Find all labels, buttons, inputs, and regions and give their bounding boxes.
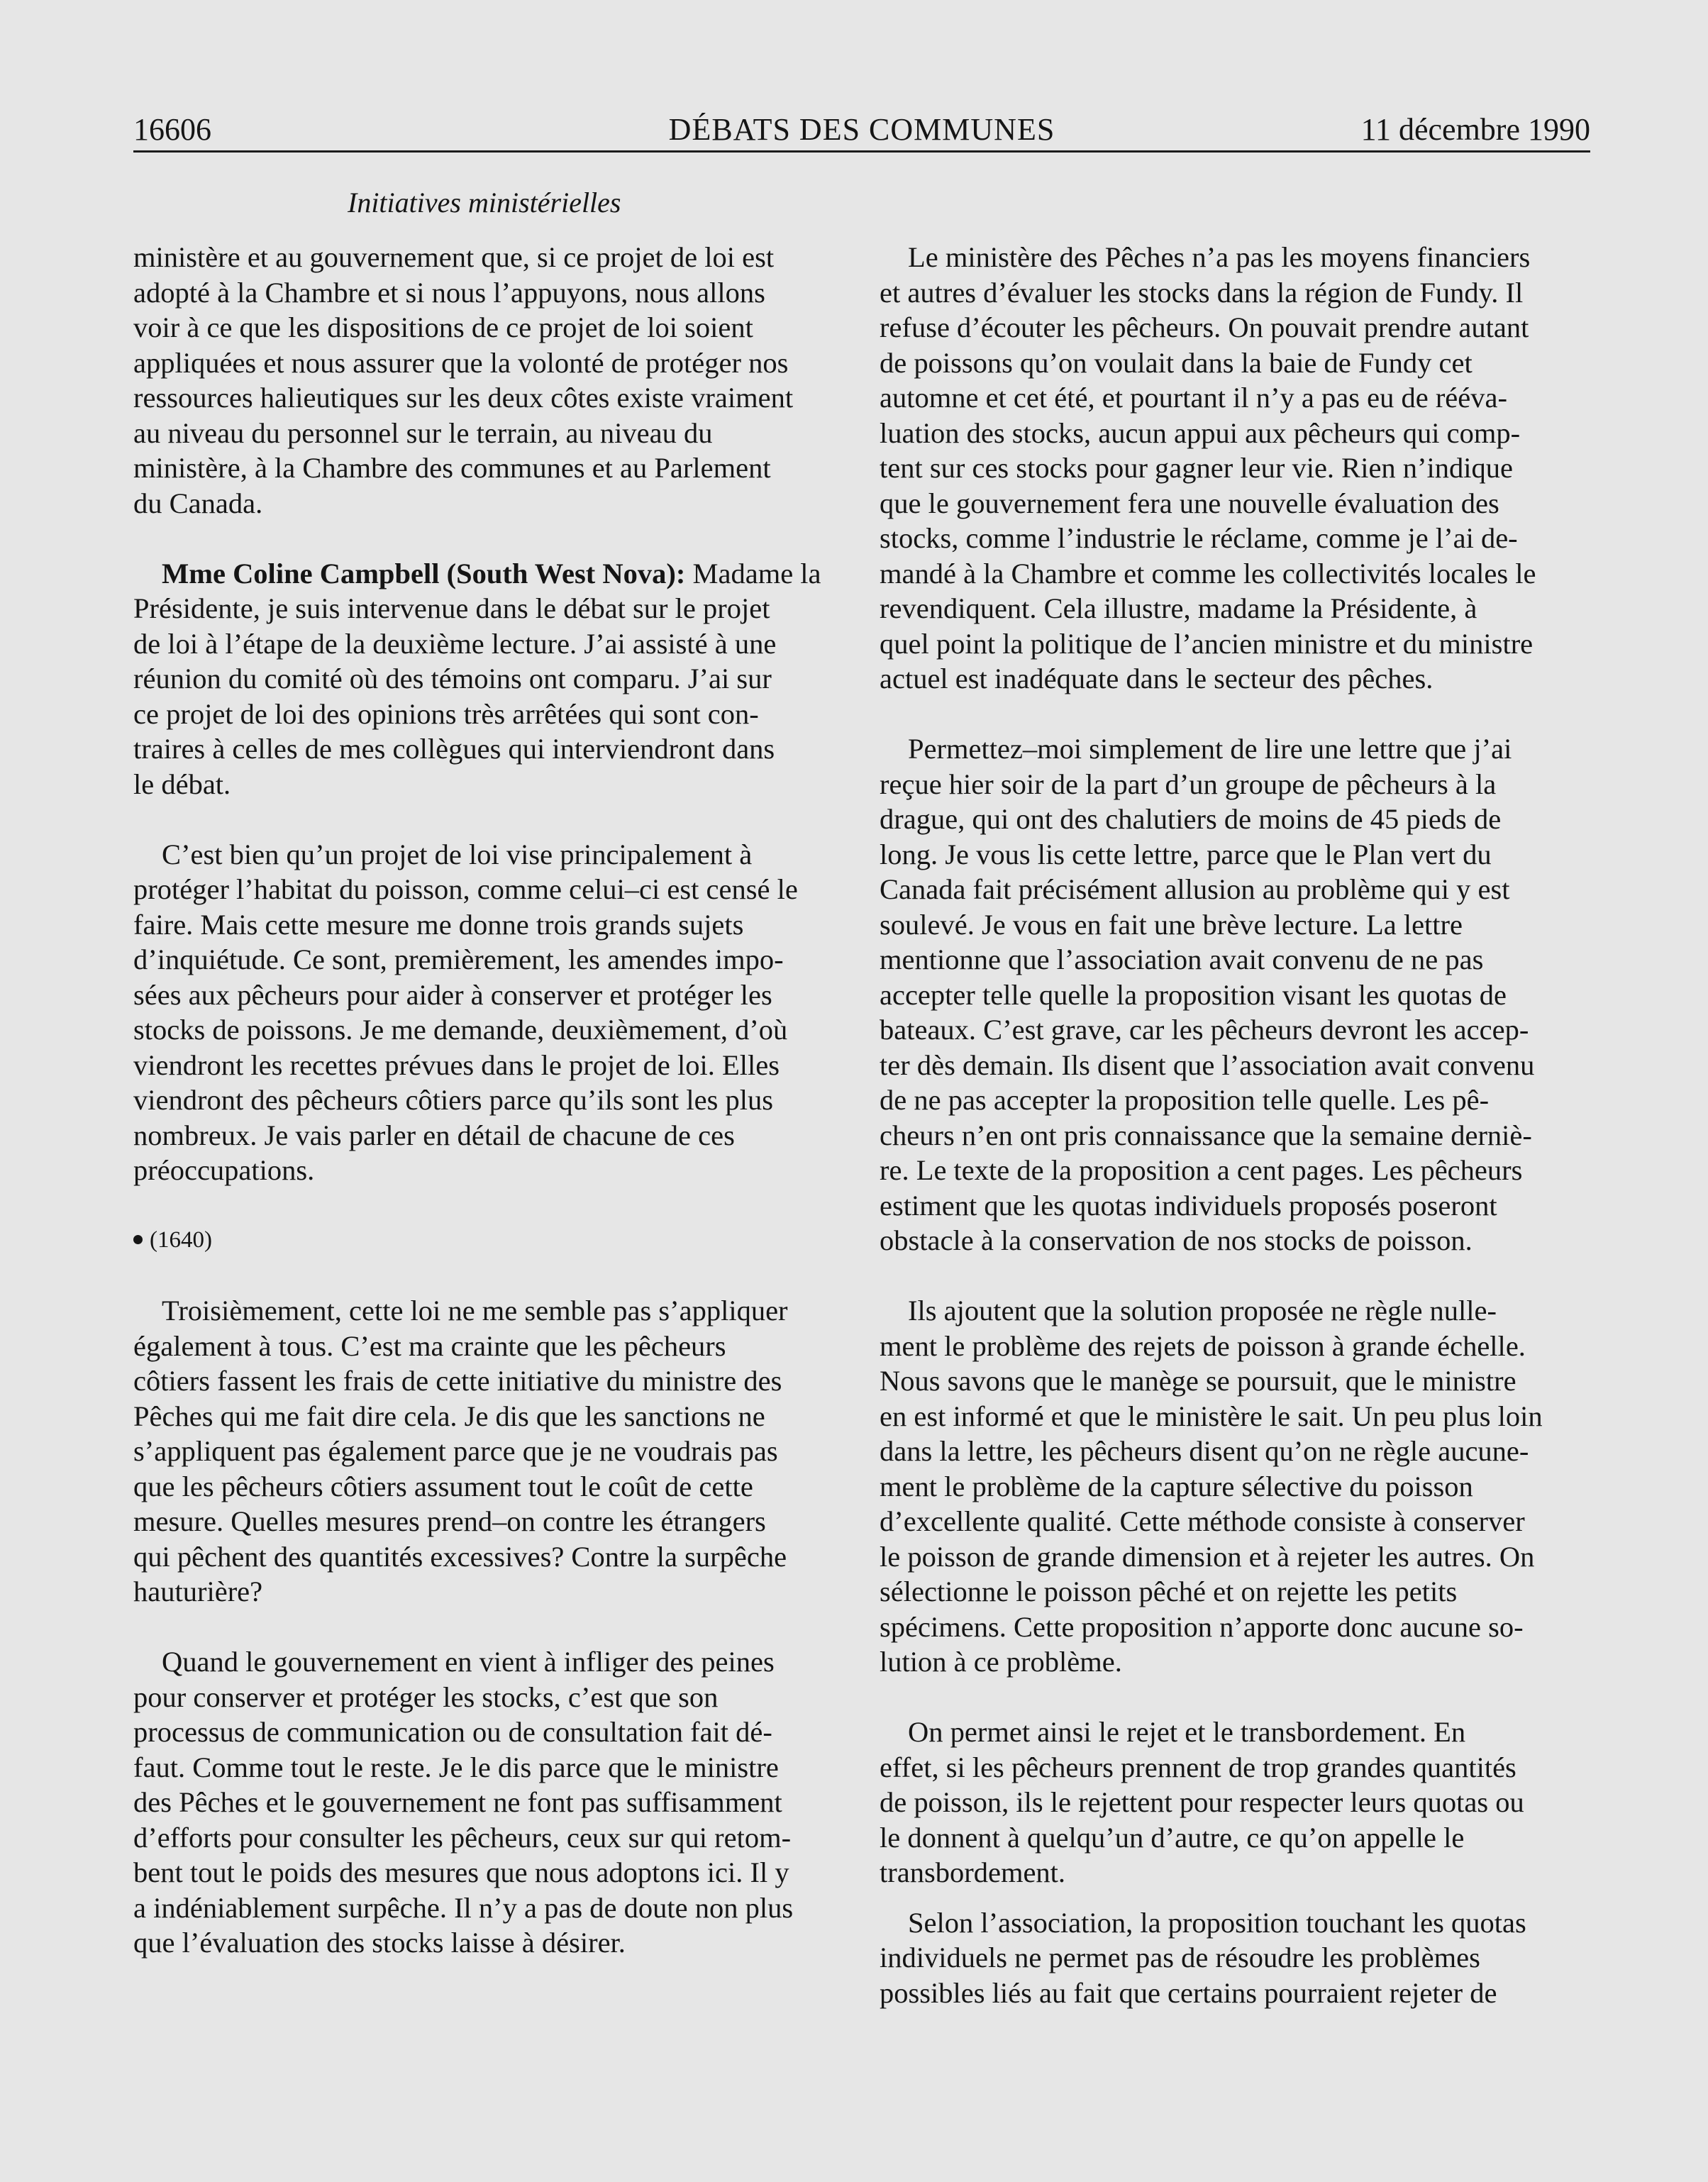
- publication-date: 11 décembre 1990: [1360, 112, 1590, 147]
- paragraph: Selon l’association, la proposition touchant les quotas individuels ne permet pas de résoudre les problèmes possibles liés au fait que certains pourraient rejeter de: [880, 1906, 1526, 2009]
- paragraph: On permet ainsi le rejet et le transbordement. En effet, si les pêcheurs prennent de trop grandes quantités de poisson, ils le rejettent pour respecter leurs quotas ou le donnent à quelqu’un d’autre, ce qu’on appelle le transbordement.: [880, 1716, 1524, 1888]
- left-column: [133, 240, 843, 1961]
- speaker-name: Mme Coline Campbell (South West Nova):: [162, 557, 686, 589]
- running-header: [133, 106, 1590, 153]
- header-rule: [133, 150, 1590, 153]
- right-column: [880, 240, 1589, 2010]
- paragraph: Ils ajoutent que la solution proposée ne règle nulle- ment le problème des rejets de poisson à grande échelle. Nous savons que le manège se poursuit, que le ministre en est informé et que le ministère le sait. Un peu plus loin dans la lettre, les pêcheurs disent qu’on ne règle aucune- ment le problème de la capture sélective du poisson d’excellente qualité. Cette méthode consiste à conserver le poisson de grande dimension et à rejeter les autres. On sélectionne le poisson pêché et on rejette les petits spécimens. Cette proposition n’apporte donc aucune so- lution à ce problème.: [880, 1295, 1543, 1678]
- paragraph: C’est bien qu’un projet de loi vise principalement à protéger l’habitat du poisson, comme celui–ci est censé le faire. Mais cette mesure me donne trois grands sujets d’inquiétude. Ce sont, premièrement, les amendes impo- sées aux pêcheurs pour aider à conserver et protéger les stocks de poissons. Je me demande, deuxièmement, d’où viendront les recettes prévues dans le projet de loi. Elles viendront des pêcheurs côtiers parce qu’ils sont les plus nombreux. Je vais parler en détail de chacune de ces préoccupations.: [133, 838, 798, 1186]
- paragraph: Quand le gouvernement en vient à infliger des peines pour conserver et protéger les stocks, c’est que son processus de communication ou de consultation fait dé- faut. Comme tout le reste. Je le dis parce que le ministre des Pêches et le gouvernement ne font pas suffisamment d’efforts pour consulter les pêcheurs, ceux sur qui retom- bent tout le poids des mesures que nous adoptons ici. Il y a indéniablement surpêche. Il n’y a pas de doute non plus que l’évaluation des stocks laisse à désirer.: [133, 1646, 794, 1959]
- paragraph: ministère et au gouvernement que, si ce projet de loi est adopté à la Chambre et si nous l’appuyons, nous allons voir à ce que les dispositions de ce projet de loi soient appliquées et nous assurer que la volonté de protéger nos ressources halieutiques sur les deux côtes existe vraiment au niveau du personnel sur le terrain, au niveau du ministère, à la Chambre des communes et au Parlement du Canada.: [133, 241, 794, 519]
- speech-text: Madame la Présidente, je suis intervenue dans le débat sur le projet de loi à l’étape de la deuxième lecture. J’ai assisté à une réunion du comité où des témoins ont comparu. J’ai sur ce projet de loi des opinions très arrêtées qui sont con- traires à celles de mes collègues qui interviendront dans le débat.: [133, 557, 821, 800]
- section-title: Initiatives ministérielles: [348, 187, 621, 218]
- time-stamp-text: (1640): [150, 1227, 212, 1253]
- paragraph: Permettez–moi simplement de lire une lettre que j’ai reçue hier soir de la part d’un groupe de pêcheurs à la drague, qui ont des chalutiers de moins de 45 pieds de long. Je vous lis cette lettre, parce que le Plan vert du Canada fait précisément allusion au problème qui y est soulevé. Je vous en fait une brève lecture. La lettre mentionne que l’association avait convenu de ne pas accepter telle quelle la proposition visant les quotas de bateaux. C’est grave, car les pêcheurs devront les accep- ter dès demain. Ils disent que l’association avait convenu de ne pas accepter la proposition telle quelle. Les pê- cheurs n’en ont pris connaissance que la semaine derniè- re. Le texte de la proposition a cent pages. Les pêcheurs estiment que les quotas individuels proposés poseront obstacle à la conservation de nos stocks de poisson.: [880, 733, 1535, 1256]
- time-stamp: [133, 1223, 843, 1258]
- bullet-icon: [133, 1235, 143, 1244]
- publication-title: DÉBATS DES COMMUNES: [668, 112, 1055, 147]
- page-number: 16606: [133, 112, 211, 147]
- paragraph: Troisièmement, cette loi ne me semble pas s’appliquer également à tous. C’est ma crainte que les pêcheurs côtiers fassent les frais de cette initiative du ministre des Pêches qui me fait dire cela. Je dis que les sanctions ne s’appliquent pas également parce que je ne voudrais pas que les pêcheurs côtiers assument tout le coût de cette mesure. Quelles mesures prend–on contre les étrangers qui pêchent des quantités excessives? Contre la surpêche hauturière?: [133, 1295, 788, 1607]
- paragraph: Le ministère des Pêches n’a pas les moyens financiers et autres d’évaluer les stocks dans la région de Fundy. Il refuse d’écouter les pêcheurs. On pouvait prendre autant de poissons qu’on voulait dans la baie de Fundy cet automne et cet été, et pourtant il n’y a pas eu de rééva- luation des stocks, aucun appui aux pêcheurs qui comp- tent sur ces stocks pour gagner leur vie. Rien n’indique que le gouvernement fera une nouvelle évaluation des stocks, comme l’industrie le réclame, comme je l’ai de- mandé à la Chambre et comme les collectivités locales le revendiquent. Cela illustre, madame la Présidente, à quel point la politique de l’ancien ministre et du ministre actuel est inadéquate dans le secteur des pêches.: [880, 241, 1536, 694]
- speaker-paragraph: [133, 556, 843, 802]
